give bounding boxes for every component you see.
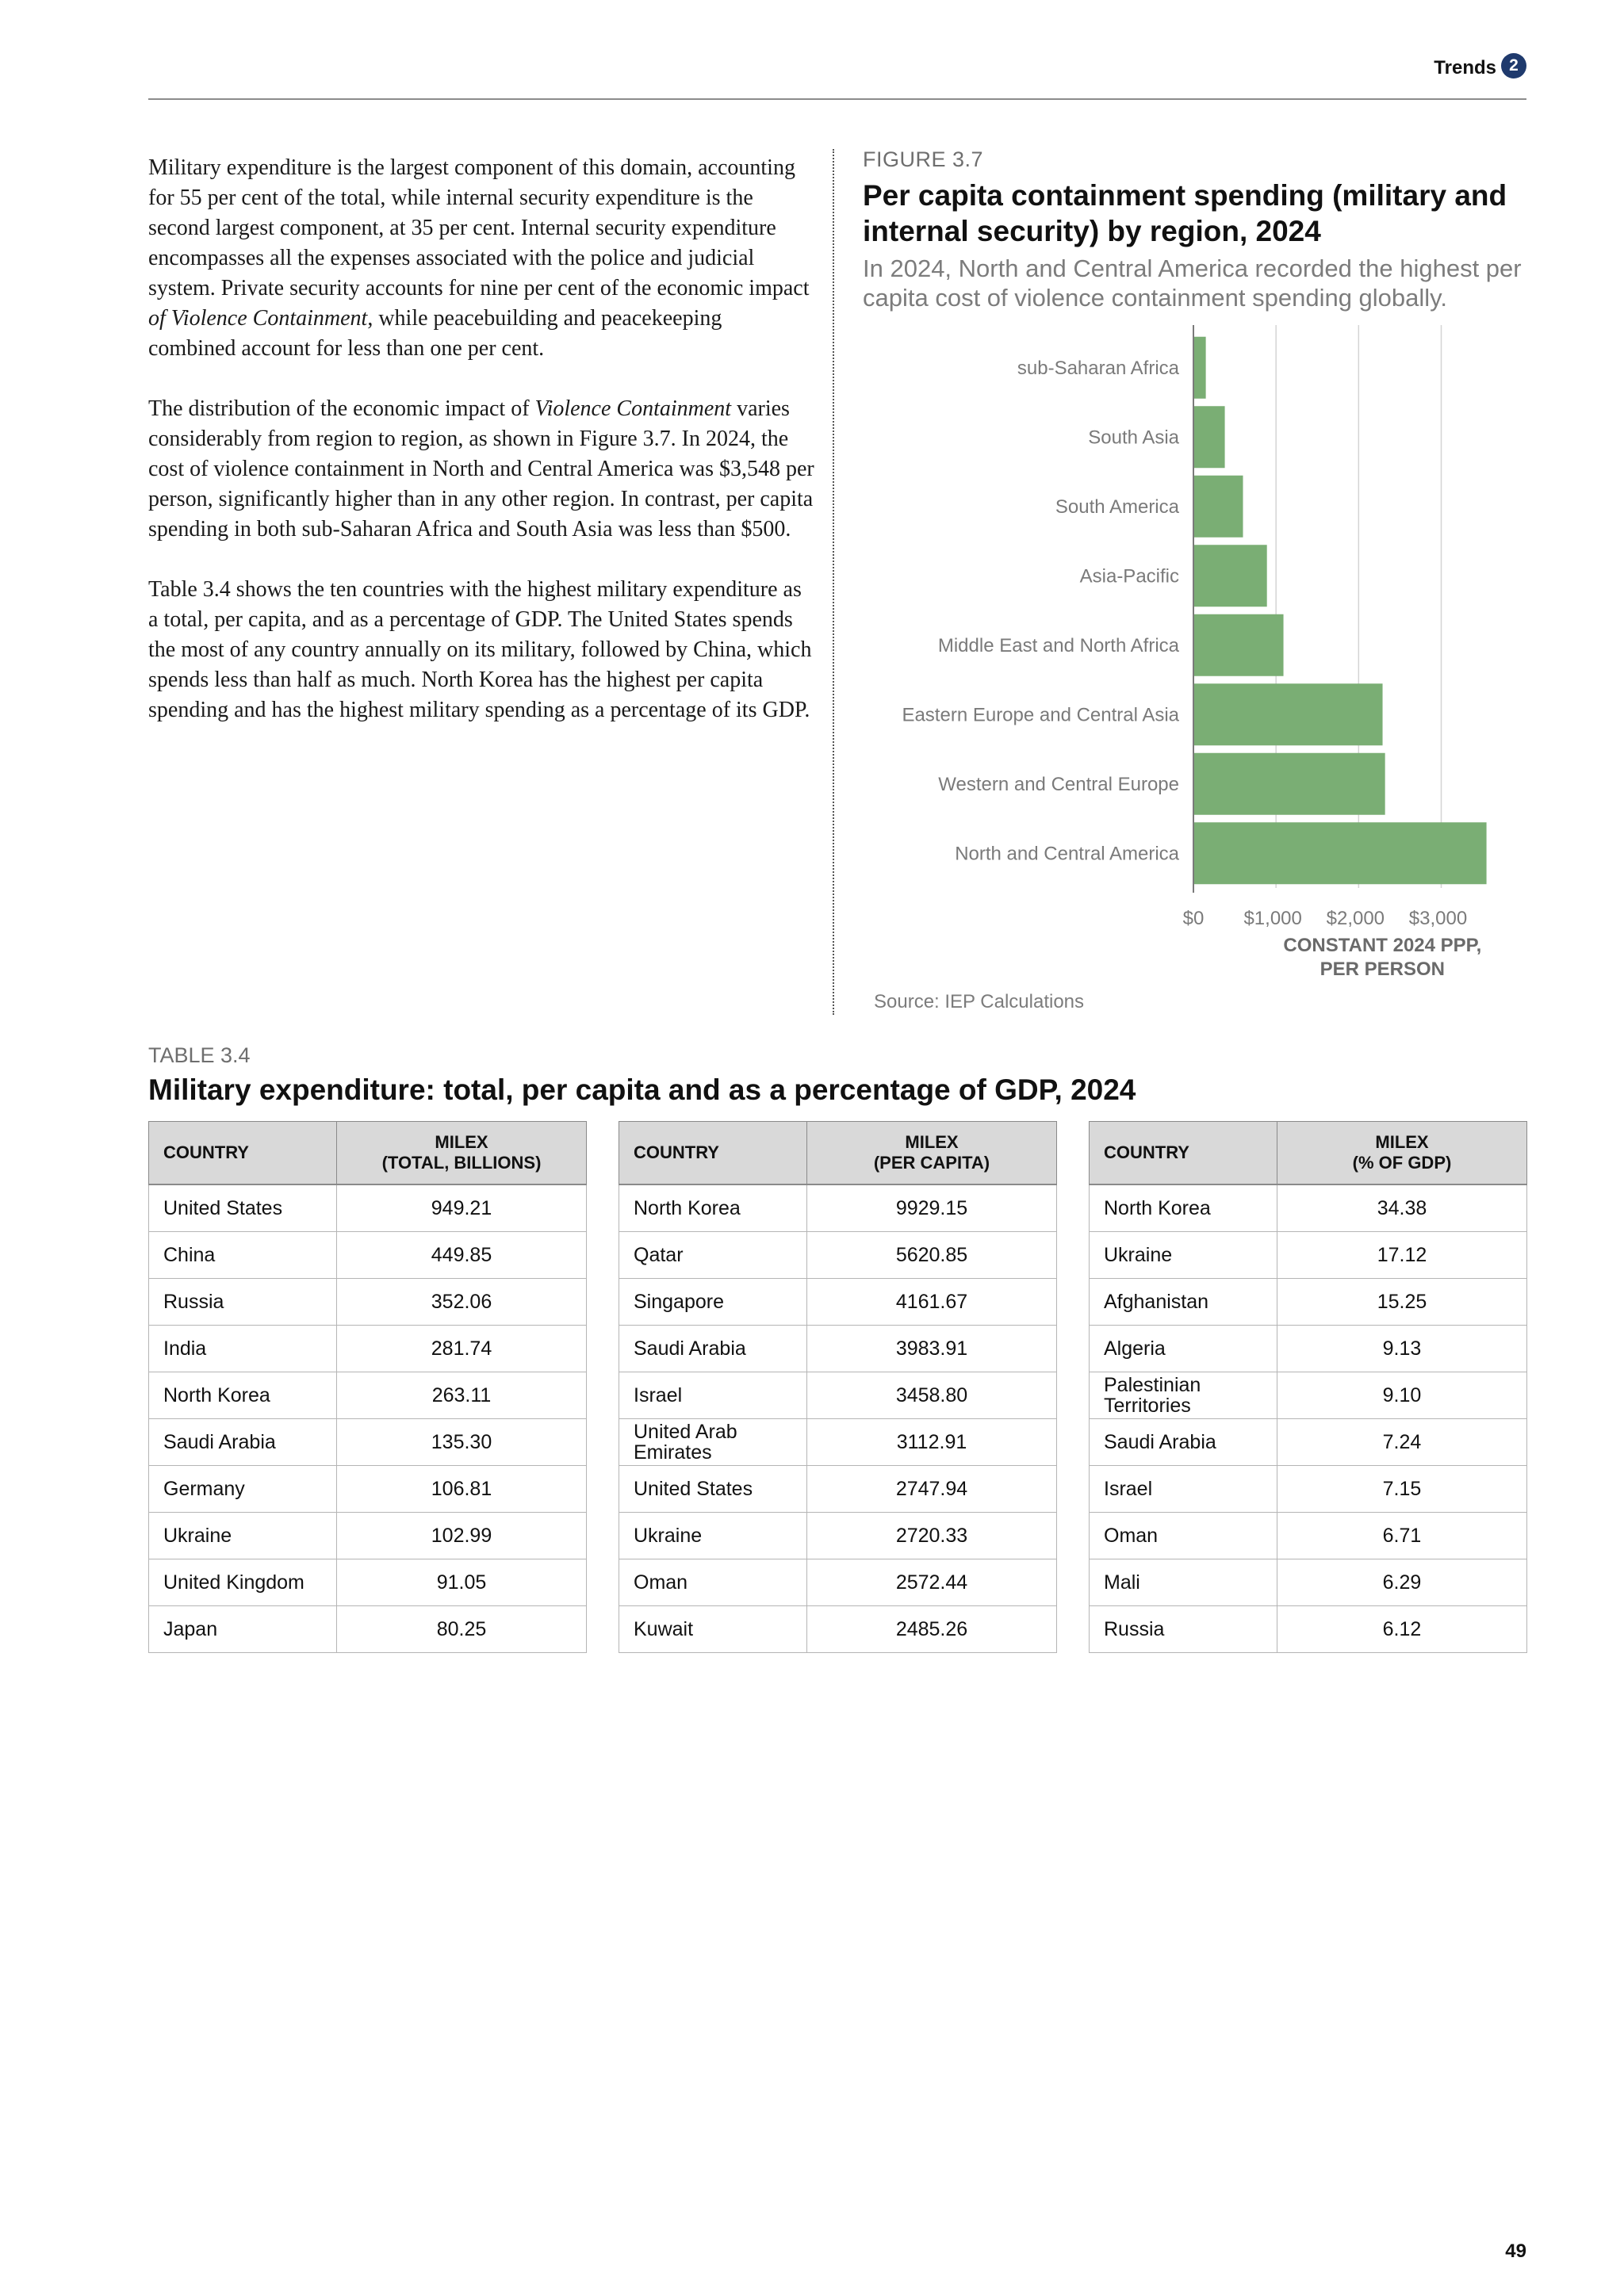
country-cell: Palestinian Territories <box>1090 1372 1277 1419</box>
value-cell: 6.29 <box>1277 1559 1527 1606</box>
country-cell: Russia <box>1090 1606 1277 1653</box>
country-cell: United Kingdom <box>149 1559 337 1606</box>
value-cell: 2720.33 <box>807 1513 1057 1559</box>
table-row <box>1090 1184 1527 1232</box>
country-cell: Afghanistan <box>1090 1279 1277 1326</box>
x-axis-label-line1: CONSTANT 2024 PPP, <box>1283 935 1482 956</box>
category-label: Western and Central Europe <box>938 773 1179 795</box>
region-spending-chart <box>856 325 1522 983</box>
country-cell: India <box>149 1326 337 1372</box>
table-row <box>149 1559 587 1606</box>
column-header-country: COUNTRY <box>149 1122 337 1185</box>
table-row <box>149 1326 587 1372</box>
value-cell: 3458.80 <box>807 1372 1057 1419</box>
running-header <box>148 49 1526 100</box>
value-cell: 2747.94 <box>807 1466 1057 1513</box>
x-axis-label-line2: PER PERSON <box>1320 959 1446 980</box>
x-tick-label: $1,000 <box>1243 908 1302 929</box>
country-cell: North Korea <box>149 1372 337 1419</box>
table-row <box>619 1279 1057 1326</box>
value-cell: 6.71 <box>1277 1513 1527 1559</box>
table-row <box>1090 1232 1527 1279</box>
value-cell: 15.25 <box>1277 1279 1527 1326</box>
value-cell: 7.15 <box>1277 1466 1527 1513</box>
table-row <box>149 1419 587 1466</box>
table-row <box>1090 1606 1527 1653</box>
table-row <box>619 1466 1057 1513</box>
bar <box>1193 683 1383 745</box>
value-cell: 2572.44 <box>807 1559 1057 1606</box>
value-cell: 5620.85 <box>807 1232 1057 1279</box>
value-cell: 9.10 <box>1277 1372 1527 1419</box>
value-cell: 352.06 <box>337 1279 587 1326</box>
table-number: TABLE 3.4 <box>148 1043 251 1067</box>
value-cell: 2485.26 <box>807 1606 1057 1653</box>
value-cell: 80.25 <box>337 1606 587 1653</box>
category-label: South America <box>1055 496 1179 518</box>
country-cell: Israel <box>619 1372 807 1419</box>
table-row <box>149 1606 587 1653</box>
value-cell: 4161.67 <box>807 1279 1057 1326</box>
value-cell: 91.05 <box>337 1559 587 1606</box>
figure-title: Per capita containment spending (military and internal security) by region, 2024 <box>863 179 1507 247</box>
bar <box>1193 337 1206 399</box>
country-cell: North Korea <box>619 1184 807 1232</box>
country-cell: Singapore <box>619 1279 807 1326</box>
country-cell: United States <box>619 1466 807 1513</box>
value-cell: 17.12 <box>1277 1232 1527 1279</box>
country-cell: Saudi Arabia <box>149 1419 337 1466</box>
table-row <box>619 1513 1057 1559</box>
paragraph-2: The distribution of the economic impact of Violence Containment varies considerably from region to region, as shown in Figure 3.7. In 2024, the cost of violence containment in North and Central America was $3,548 per person, significantly higher than in any other region. In contrast, per capita spending in both sub-Saharan Africa and South Asia was less than $500. <box>148 396 814 541</box>
country-cell: Mali <box>1090 1559 1277 1606</box>
table-header-row <box>1090 1122 1527 1185</box>
value-cell: 263.11 <box>337 1372 587 1419</box>
table-per-capita <box>619 1121 1057 1653</box>
table-row <box>1090 1513 1527 1559</box>
category-label: North and Central America <box>955 843 1179 865</box>
country-cell: North Korea <box>1090 1184 1277 1232</box>
table-row <box>1090 1279 1527 1326</box>
column-header-country: COUNTRY <box>619 1122 807 1185</box>
column-divider <box>833 149 834 1015</box>
table-total <box>148 1121 587 1653</box>
bar <box>1193 476 1243 538</box>
value-cell: 6.12 <box>1277 1606 1527 1653</box>
table-row <box>149 1279 587 1326</box>
bar <box>1193 822 1487 884</box>
bar <box>1193 545 1267 607</box>
value-cell: 135.30 <box>337 1419 587 1466</box>
table-row <box>149 1513 587 1559</box>
x-tick-label: $2,000 <box>1326 908 1385 929</box>
value-cell: 9929.15 <box>807 1184 1057 1232</box>
table-row <box>619 1372 1057 1419</box>
bar <box>1193 406 1225 468</box>
column-header-per-capita: MILEX (PER CAPITA) <box>807 1122 1057 1185</box>
table-row <box>619 1232 1057 1279</box>
value-cell: 3112.91 <box>807 1419 1057 1466</box>
value-cell: 3983.91 <box>807 1326 1057 1372</box>
bar <box>1193 753 1385 815</box>
category-label: Asia-Pacific <box>1079 565 1179 587</box>
value-cell: 7.24 <box>1277 1419 1527 1466</box>
country-cell: Oman <box>619 1559 807 1606</box>
value-cell: 949.21 <box>337 1184 587 1232</box>
figure-subtitle: In 2024, North and Central America recorded the highest per capita cost of violence containment spending globally. <box>863 254 1522 312</box>
figure-source: Source: IEP Calculations <box>874 991 1085 1012</box>
table-row <box>619 1419 1057 1466</box>
country-cell: Algeria <box>1090 1326 1277 1372</box>
country-cell: Kuwait <box>619 1606 807 1653</box>
paragraph-3: Table 3.4 shows the ten countries with the highest military expenditure as a total, per capita, and as a percentage of GDP. The United States spends the most of any country annually on its military, followed by China, which spends less than half as much. North Korea has the highest per capita spending and has the highest military spending as a percentage of its GDP. <box>148 577 812 722</box>
country-cell: Ukraine <box>149 1513 337 1559</box>
x-tick-label: $3,000 <box>1408 908 1468 929</box>
value-cell: 106.81 <box>337 1466 587 1513</box>
x-tick-label: $0 <box>1182 908 1205 929</box>
country-cell: United States <box>149 1184 337 1232</box>
country-cell: Qatar <box>619 1232 807 1279</box>
figure-number: FIGURE 3.7 <box>863 147 984 171</box>
table-title: Military expenditure: total, per capita and as a percentage of GDP, 2024 <box>148 1073 1136 1106</box>
table-row <box>619 1606 1057 1653</box>
column-header-country: COUNTRY <box>1090 1122 1277 1185</box>
body-text <box>148 153 814 756</box>
value-cell: 34.38 <box>1277 1184 1527 1232</box>
table-row <box>619 1184 1057 1232</box>
country-cell: Russia <box>149 1279 337 1326</box>
section-label: Trends <box>1434 57 1496 78</box>
category-label: sub-Saharan Africa <box>1017 357 1179 379</box>
table-pct-gdp <box>1089 1121 1527 1653</box>
country-cell: Germany <box>149 1466 337 1513</box>
table-header-row <box>619 1122 1057 1185</box>
table-row <box>1090 1466 1527 1513</box>
country-cell: United Arab Emirates <box>619 1419 807 1466</box>
table-row <box>619 1559 1057 1606</box>
category-label: Middle East and North Africa <box>937 634 1179 656</box>
country-cell: Saudi Arabia <box>619 1326 807 1372</box>
table-row <box>1090 1559 1527 1606</box>
column-header-pct-gdp: MILEX (% OF GDP) <box>1277 1122 1527 1185</box>
country-cell: China <box>149 1232 337 1279</box>
table-row <box>1090 1326 1527 1372</box>
country-cell: Israel <box>1090 1466 1277 1513</box>
table-row <box>619 1326 1057 1372</box>
country-cell: Japan <box>149 1606 337 1653</box>
category-label: South Asia <box>1088 427 1179 449</box>
paragraph-1: Military expenditure is the largest component of this domain, accounting for 55 per cent of the total, while internal security expenditure is the second largest component, at 35 per cent. Internal security expenditure encompasses all the expenses associated with the police and judicial system. Private security accounts for nine per cent of the economic impact of Violence Containment, while peacebuilding and peacekeeping combined account for less than one per cent. <box>148 155 810 361</box>
value-cell: 449.85 <box>337 1232 587 1279</box>
table-row <box>149 1232 587 1279</box>
table-row <box>149 1372 587 1419</box>
page-number: 49 <box>1505 2241 1526 2262</box>
country-cell: Ukraine <box>1090 1232 1277 1279</box>
country-cell: Oman <box>1090 1513 1277 1559</box>
country-cell: Saudi Arabia <box>1090 1419 1277 1466</box>
value-cell: 102.99 <box>337 1513 587 1559</box>
table-row <box>149 1184 587 1232</box>
table-row <box>1090 1419 1527 1466</box>
table-row <box>1090 1372 1527 1419</box>
chapter-badge: 2 <box>1501 53 1526 78</box>
value-cell: 9.13 <box>1277 1326 1527 1372</box>
category-label: Eastern Europe and Central Asia <box>902 704 1179 726</box>
table-row <box>149 1466 587 1513</box>
country-cell: Ukraine <box>619 1513 807 1559</box>
column-header-total: MILEX (TOTAL, BILLIONS) <box>337 1122 587 1185</box>
table-header-row <box>149 1122 587 1185</box>
bar <box>1193 614 1284 676</box>
value-cell: 281.74 <box>337 1326 587 1372</box>
